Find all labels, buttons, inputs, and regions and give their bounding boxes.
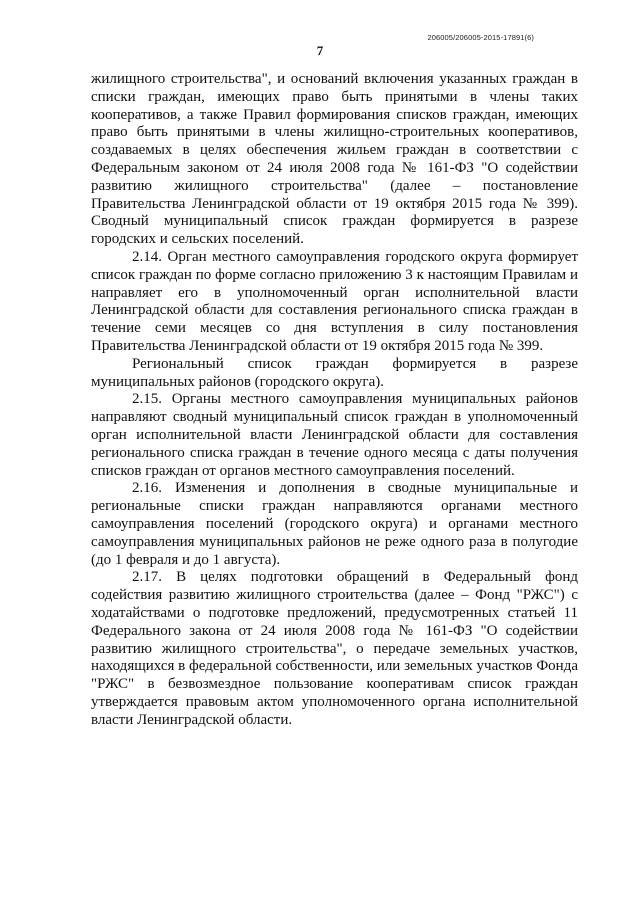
- paragraph-2-15: 2.15. Органы местного самоуправления муниципальных районов направляют сводный муниципальный список граждан в уполномоченный орган исполнительной власти Ленинградской области для составления регионального списка граждан в течение одного месяца с даты получения списков граждан от органов местного самоуправления поселений.: [91, 391, 578, 479]
- page-number: 7: [316, 43, 324, 58]
- paragraph-continuation: жилищного строительства", и оснований включения указанных граждан в списки граждан, имеющих право быть принятыми в члены таких кооперативов, а также Правил формирования списков граждан, имеющих право быть принятыми в члены жилищно-строительных кооперативов, создаваемых в целях обеспечения жильем граждан в соответствии с Федеральным законом от 24 июля 2008 года № 161-ФЗ "О содействии развитию жилищного строительства" (далее – постановление Правительства Ленинградской области от 19 октября 2015 года № 399). Сводный муниципальный список граждан формируется в разрезе городских и сельских поселений.: [91, 71, 578, 248]
- paragraph-regional-list: Региональный список граждан формируется в разрезе муниципальных районов (городского округа).: [91, 355, 578, 390]
- paragraph-2-16: 2.16. Изменения и дополнения в сводные муниципальные и региональные списки граждан направляются органами местного самоуправления поселений (городского округа) и органами местного самоуправления муниципальных районов не реже одного раза в полугодие (до 1 февраля и до 1 августа).: [91, 480, 578, 568]
- document-id: 206005/206005-2015-17891(6): [427, 33, 534, 42]
- paragraph-2-17: 2.17. В целях подготовки обращений в Федеральный фонд содействия развитию жилищного строительства (далее – Фонд "РЖС") с ходатайствами о подготовке предложений, предусмотренных статьей 11 Федерального закона от 24 июля 2008 года № 161-ФЗ "О содействии развитию жилищного строительства", о передаче земельных участков, находящихся в федеральной собственности, или земельных участков Фонда "РЖС" в безвозмездное пользование кооперативам список граждан утверждается правовым актом уполномоченного органа исполнительной власти Ленинградской области.: [91, 569, 578, 728]
- paragraph-2-14: 2.14. Орган местного самоуправления городского округа формирует список граждан по форме согласно приложению 3 к настоящим Правилам и направляет его в уполномоченный орган исполнительной власти Ленинградской области для составления регионального списка граждан в течение семи месяцев со дня вступления в силу постановления Правительства Ленинградской области от 19 октября 2015 года № 399.: [91, 248, 578, 354]
- document-body: [91, 71, 578, 729]
